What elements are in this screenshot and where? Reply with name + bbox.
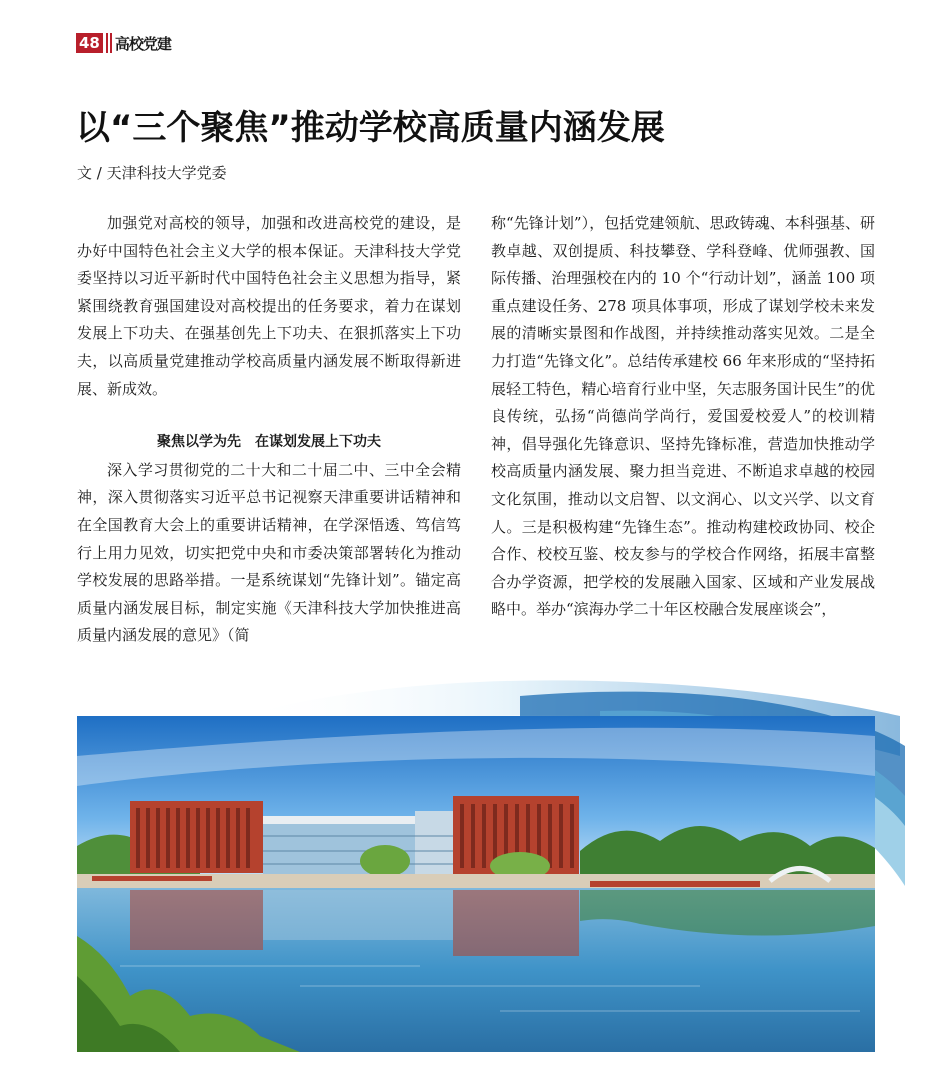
intro-paragraph: 加强党对高校的领导，加强和改进高校党的建设，是办好中国特色社会主义大学的根本保证。天津科技大学党委坚持以习近平新时代中国特色社会主义思想为指导，紧紧围绕教育强国建设对高校提出的任务要求，着力在谋划发展上下功夫、在强基创先上下功夫、在狠抓落实上下功夫，以高质量党建推动学校高质量内涵发展不断取得新进展、新成效。 xyxy=(77,214,461,398)
section-name: 高校党建 xyxy=(114,34,171,53)
section-subheading: 聚焦以学为先 在谋划发展上下功夫 xyxy=(157,434,381,451)
article-title: 以“三个聚焦”推动学校高质量内涵发展 xyxy=(76,108,665,148)
body-paragraph-continued: 称“先锋计划”），包括党建领航、思政铸魂、本科强基、研教卓越、双创提质、科技攀登、学科登峰、优师强教、国际传播、治理强校在内的 10 个“行动计划”，涵盖 100 项重点建设任务、278 项具体事项，形成了谋划学校未来发展的清晰实景图和作战图，并持续推动落实见效。二是全力打造“先锋文化”。总结传承建校 66 年来形成的“坚持拓展轻工特色，精心培育行业中坚，矢志服务国计民生”的优良传统，弘扬“尚德尚学尚行，爱国爱校爱人”的校训精神，倡导强化先锋意识、坚持先锋标准，营造加快推动学校高质量内涵发展、聚力担当竞进、不断追求卓越的校园文化氛围，推动以文启智、以文润心、以文兴学、以文育人。三是积极构建“先锋生态”。推动构建校政协同、校企合作、校校互鉴、校友参与的学校合作网络，拓展丰富整合办学资源，把学校的发展融入国家、区域和产业发展战略中。举办“滨海办学二十年区校融合发展座谈会”， xyxy=(491,214,875,619)
article-byline: 文 / 天津科技大学党委 xyxy=(77,164,227,182)
campus-lake-photo xyxy=(0,676,945,1082)
text-column-left xyxy=(77,210,461,650)
page-number: 48 xyxy=(76,33,103,53)
header-divider-bars xyxy=(106,33,112,53)
body-paragraph: 深入学习贯彻党的二十大和二十届二中、三中全会精神，深入贯彻落实习近平总书记视察天津重要讲话精神和在全国教育大会上的重要讲话精神，在学深悟透、笃信笃行上用力见效，切实把党中央和市委决策部署转化为推动学校发展的思路举措。一是系统谋划“先锋计划”。锚定高质量内涵发展目标，制定实施《天津科技大学加快推进高质量内涵发展的意见》（简 xyxy=(77,460,461,645)
text-column-right xyxy=(491,210,875,624)
page-header xyxy=(76,33,171,53)
